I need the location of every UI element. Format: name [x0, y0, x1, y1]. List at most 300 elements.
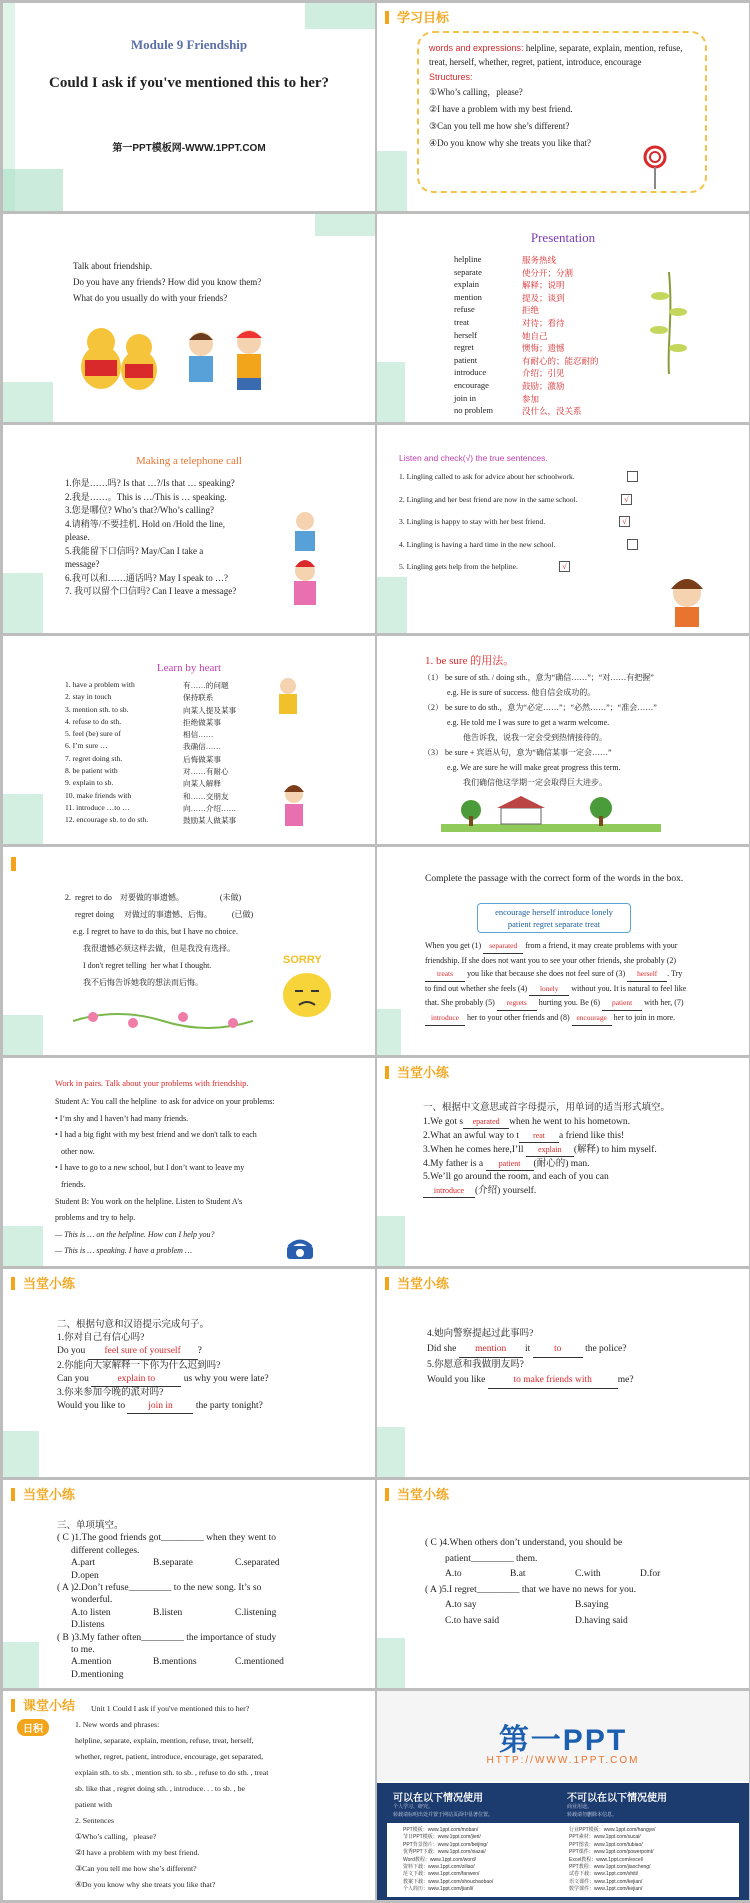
link-item[interactable]: PPT素材：www.1ppt.com/sucai/ — [569, 1834, 641, 1841]
phrase-en: 5. feel (be) sure of — [65, 729, 121, 739]
option[interactable]: A.to — [445, 1569, 462, 1580]
word-box-row: patient regret separate treat — [507, 919, 601, 929]
slide-tag: 当堂小练 — [11, 1277, 75, 1290]
word-box — [477, 903, 631, 933]
be-sure-line: e.g. He told me I was sure to get a warm welcome. — [447, 718, 610, 727]
option[interactable]: A.to listen — [71, 1607, 111, 1618]
vocab-meaning: 参加 — [522, 393, 540, 404]
answer-blank[interactable]: join in — [127, 1400, 193, 1414]
slide-practice-2[interactable] — [3, 1269, 375, 1477]
answer-blank[interactable]: eparated — [463, 1115, 509, 1129]
be-sure-line: （1） be sure of sth. / doing sth.，意为“确信……”；“对……有把握” — [423, 673, 654, 682]
vocab-row — [377, 254, 749, 267]
pair-work-line: • I‘m shy and I haven’t had many friends. — [55, 1113, 189, 1123]
cannot-use-title: 不可以在以下情况使用 — [567, 1793, 667, 1804]
answer-blank[interactable]: introduce — [425, 1011, 465, 1026]
option[interactable]: C.mentioned — [235, 1657, 284, 1668]
question-text: the police? — [585, 1344, 627, 1354]
summary-line: whether, regret, patient, introduce, encourage, get separated, — [75, 1752, 264, 1761]
answer-blank[interactable]: reat — [519, 1129, 559, 1143]
telephone-line: 3.您是哪位? Who’s that?/Who’s calling? — [65, 505, 214, 515]
vocab-row — [377, 330, 749, 343]
vocab-word: helpline — [454, 254, 482, 264]
phrase-en: 4. refuse to do sth. — [65, 716, 122, 726]
practice-intro: 三、单项填空。 — [57, 1521, 124, 1531]
dialogue-line-1: — This is … on the helpline. How can I help you? — [55, 1230, 215, 1239]
practice-intro: 一、根据中文意思或首字母提示，用单词的适当形式填空。 — [423, 1103, 671, 1113]
passage-fragment: her to your other friends and (8) — [465, 1012, 572, 1022]
answer-blank[interactable]: lonely — [529, 982, 569, 997]
brand-url: HTTP://WWW.1PPT.COM — [486, 1755, 640, 1766]
link-item[interactable]: Excel教程：www.1ppt.com/excel/ — [569, 1856, 644, 1863]
vocab-row — [377, 267, 749, 280]
vocab-word: regret — [454, 342, 474, 353]
word-box-row: encourage herself introduce lonely — [495, 907, 613, 917]
telephone-line: 7. 我可以留个口信吗? Can I leave a message? — [65, 586, 237, 596]
phrase-cn: 相信…… — [183, 730, 214, 740]
question-text: wonderful. — [71, 1595, 113, 1606]
question-text: Do you — [57, 1346, 86, 1357]
wae-text: helpline, separate, explain, mention, refuse, treat, herself, whether, regret, patient, introduce, encourage — [429, 43, 683, 67]
pair-work-line: • I have to go to a new school, but I don’t want to leave my — [55, 1163, 245, 1173]
vocab-row — [377, 342, 749, 355]
question-text: (耐心的) man. — [533, 1159, 590, 1169]
options-row — [425, 1598, 705, 1629]
links-right — [569, 1827, 655, 1894]
slide-learn-by-heart[interactable] — [3, 636, 375, 844]
question-text: ( C )1.The good friends got_________ when they went to — [57, 1533, 276, 1544]
slide-practice-3[interactable] — [377, 1269, 749, 1477]
slide-pair-work[interactable] — [3, 1058, 375, 1266]
girl-illustration — [279, 782, 309, 828]
vocab-meaning: 服务热线 — [522, 255, 557, 265]
usage-item: 转载请标明出处并置于网站页面中显著位置。 — [393, 1812, 494, 1818]
question-text: me? — [617, 1375, 634, 1385]
usage-item: 商业用途。 — [567, 1804, 593, 1810]
slide-complete-passage[interactable] — [377, 847, 749, 1055]
vocab-word: herself — [454, 329, 478, 340]
learn-title: Learn by heart — [156, 662, 222, 674]
slide-tag: 当堂小练 — [385, 1066, 449, 1079]
checkbox[interactable] — [627, 471, 638, 482]
telephone-line: message? — [65, 559, 100, 569]
phrase-cn: 有……的问题 — [183, 681, 229, 690]
answer-blank[interactable]: regrets — [497, 996, 537, 1011]
answer-blank[interactable]: patient — [486, 1157, 534, 1171]
phrase-cn: 保持联系 — [183, 693, 214, 703]
passage-fragment: without you. It is natural to feel like that. She probably (5) — [425, 983, 687, 1008]
phrase-row — [65, 754, 305, 766]
check-list — [399, 471, 739, 584]
summary-line: ②I have a problem with my best friend. — [75, 1848, 200, 1857]
question-text: Would you like — [427, 1375, 486, 1385]
question-text: a friend like this! — [559, 1131, 625, 1141]
links-left — [403, 1827, 493, 1894]
phrase-row — [65, 766, 305, 778]
question-text: ( A )2.Don’t refuse_________ to the new song. It’s so — [57, 1583, 262, 1594]
link-item[interactable]: PPT图表：www.1ppt.com/tubiao/ — [569, 1841, 643, 1848]
summary-line: explain sth. to sb. , mention sth. to sb. , refuse to do sth. , treat — [75, 1768, 269, 1777]
regret-line: I don't regret telling her what I thought. — [73, 961, 212, 970]
option[interactable]: B.listen — [153, 1607, 183, 1618]
slide-tag: 学习目标 — [385, 11, 449, 24]
phrase-en: 6. I’m sure … — [65, 741, 108, 751]
slide-presentation[interactable] — [377, 214, 749, 422]
question-text: 1.你对自己有信心吗? — [57, 1333, 145, 1344]
sorry-emoji-icon — [279, 951, 335, 1021]
slide-title[interactable] — [3, 3, 375, 211]
link-item[interactable]: 教案下载：www.1ppt.com/shouchaobao/ — [403, 1878, 494, 1885]
presentation-title: Presentation — [530, 230, 596, 245]
can-use-list — [393, 1803, 493, 1819]
question-text: 4.她向警察提起过此事吗? — [427, 1329, 534, 1339]
link-item[interactable]: 资料下载：www.1ppt.com/ziliao/ — [403, 1864, 475, 1871]
regret-line: 我很遗憾必须这样去做，但是我没有选择。 — [73, 944, 235, 953]
regret-line: regret doing 对做过的事遗憾、后悔。 (已做) — [65, 910, 254, 919]
slide-tag: 当堂小练 — [385, 1488, 449, 1501]
be-sure-line: （3） be sure + 宾语从句，意为“确信某事一定会……” — [423, 748, 612, 757]
link-item[interactable]: PPT模板：www.1ppt.com/moban/ — [403, 1827, 479, 1833]
option[interactable]: C.to have said — [445, 1615, 500, 1626]
link-item[interactable]: 试卷下载：www.1ppt.com/shiti/ — [569, 1871, 639, 1878]
plant-icon — [649, 266, 689, 376]
be-sure-title: 1. be sure 的用法。 — [425, 655, 515, 667]
bears-illustration — [73, 322, 163, 392]
telephone-line: 5.我能留下口信吗? May/Can I take a — [65, 545, 204, 556]
vocab-word: no problem — [454, 405, 493, 416]
listen-title: Listen and check(√) the true sentences. — [399, 453, 548, 463]
link-item[interactable]: PPT背景图片：www.1ppt.com/beijing/ — [403, 1841, 488, 1848]
checkbox[interactable]: √ — [559, 561, 570, 572]
vocab-row — [377, 393, 749, 406]
passage-fragment: hurting you. Be (6) — [536, 998, 603, 1008]
check-sentence: 1. Lingling called to ask for advice about her schoolwork. — [399, 472, 575, 481]
option[interactable]: C.separated — [235, 1558, 280, 1569]
telephone-line: 6.我可以和……通话吗? May I speak to …? — [65, 572, 228, 583]
pair-work-line: friends. — [55, 1179, 86, 1189]
vocab-word: patient — [454, 354, 478, 365]
check-sentence: 2. Lingling and her best friend are now in the same school. — [399, 494, 578, 504]
phrase-list — [65, 680, 305, 828]
phrase-cn: 鼓励某人做某事 — [183, 816, 237, 826]
vocab-row — [377, 367, 749, 380]
dialogue-line-2: — This is … speaking. I have a problem … — [55, 1246, 193, 1255]
slide-objectives[interactable] — [377, 3, 749, 211]
phrase-en: 8. be patient with — [65, 766, 118, 776]
vocab-word: treat — [454, 316, 470, 327]
telephone-line: 2.我是……。This is …/This is … speaking. — [65, 491, 227, 502]
answer-blank[interactable]: feel sure of yourself — [88, 1345, 198, 1359]
answer-blank[interactable]: herself — [627, 967, 667, 982]
option[interactable]: D.listens — [71, 1620, 105, 1631]
summary-line: 1. New words and phrases: — [75, 1720, 160, 1729]
answer-blank[interactable]: introduce — [423, 1184, 475, 1198]
question-text: when he went to his hometown. — [509, 1117, 630, 1127]
phrase-en: 1. have a problem with — [65, 680, 135, 689]
brand-logo: 第一PPT — [498, 1724, 628, 1757]
wae-label: words and expressions: — [429, 43, 524, 53]
option[interactable]: A.mention — [71, 1657, 112, 1668]
link-item[interactable]: 优秀PPT下载：www.1ppt.com/xiazai/ — [403, 1849, 486, 1856]
be-sure-line: 我们确信他这学期一定会取得巨大进步。 — [463, 778, 607, 787]
question-text: ( C )4.When others don’t understand, you should be — [425, 1538, 623, 1548]
question-text: 1.We got s — [423, 1117, 464, 1127]
kids-illustration — [179, 326, 279, 396]
phrase-row — [65, 729, 305, 741]
option[interactable]: D.open — [71, 1570, 99, 1581]
slide-listen-check[interactable] — [377, 425, 749, 633]
checkbox[interactable] — [627, 539, 638, 550]
vocab-meaning: 懊悔；遗憾 — [522, 343, 565, 354]
vocab-row — [377, 317, 749, 330]
phrase-en: 10. make friends with — [65, 790, 132, 800]
check-row — [399, 471, 739, 494]
practice-intro: 二、根据句意和汉语提示完成句子。 — [57, 1320, 210, 1330]
phrase-cn: 我确信…… — [183, 742, 221, 752]
question-text: ( A )5.I regret_________ that we have no news for you. — [425, 1584, 637, 1595]
question-text: to me. — [71, 1645, 95, 1656]
phrase-row — [65, 815, 305, 827]
link-item[interactable]: 数学课件：www.1ppt.com/kejian/ — [569, 1886, 643, 1893]
vocab-meaning: 对待；看待 — [522, 317, 565, 328]
link-item[interactable]: Word教程：www.1ppt.com/word/ — [403, 1856, 476, 1863]
phrase-en: 9. explain to sb. — [65, 778, 114, 788]
phrase-cn: 对……有耐心 — [183, 767, 229, 777]
options-row — [57, 1557, 317, 1582]
question-text: 3.你来参加今晚的派对吗? — [57, 1388, 164, 1399]
telephone-line: 1.你是……吗? Is that …?/Is that … speaking? — [65, 478, 235, 488]
phrase-row — [65, 741, 305, 753]
check-sentence: 3. Lingling is happy to stay with her best friend. — [399, 517, 546, 527]
be-sure-line: e.g. He is sure of success. 他自信会成功的。 — [447, 688, 596, 697]
options-row — [425, 1567, 705, 1583]
options-row — [57, 1607, 317, 1632]
vocab-meaning: 有耐心的；能忍耐的 — [522, 355, 599, 366]
option[interactable]: C.listening — [235, 1607, 277, 1618]
question-text: different colleges. — [71, 1545, 140, 1556]
check-row — [399, 494, 739, 517]
phrase-cn: 向某人提及某事 — [183, 705, 237, 715]
boy-illustration — [273, 676, 303, 716]
link-item[interactable]: 行业PPT模板：www.1ppt.com/hangye/ — [569, 1827, 656, 1833]
flower-border — [73, 1007, 253, 1033]
check-row — [399, 516, 739, 539]
question-text: Did she — [427, 1344, 457, 1354]
vocab-word: join in — [454, 392, 476, 403]
answer-blank[interactable]: explain to — [91, 1373, 181, 1387]
question-text: us why you were late? — [183, 1373, 269, 1384]
phrase-en: 12. encourage sb. to do sth. — [65, 815, 149, 825]
multiple-choice-1 — [57, 1520, 317, 1681]
warmup-line: What do you usually do with your friends? — [73, 293, 228, 303]
phrase-row — [65, 791, 305, 803]
link-item[interactable]: 个人简历：www.1ppt.com/jianli/ — [403, 1886, 474, 1893]
option[interactable]: D.for — [640, 1569, 661, 1580]
vocab-word: explain — [454, 279, 480, 290]
vocab-meaning: 解释；说明 — [522, 280, 565, 291]
question-text: ( B )3.My father often_________ the importance of study — [57, 1632, 277, 1643]
pair-work-title: Work in pairs. Talk about your problems with friendship. — [55, 1078, 249, 1088]
pair-work-line: Student B: You work on the helpline. Listen to Student A’s — [55, 1196, 243, 1206]
vocab-meaning: 鼓励；激励 — [522, 380, 565, 391]
checkbox[interactable]: √ — [621, 494, 632, 505]
module-label: Module 9 Friendship — [130, 37, 248, 52]
telephone-title: Making a telephone call — [136, 455, 242, 467]
pair-work-lines — [55, 1094, 325, 1227]
phrase-cn: 向某人解释 — [183, 779, 221, 789]
option[interactable]: B.at — [510, 1569, 526, 1580]
phrase-cn: 后悔做某事 — [183, 754, 221, 764]
passage-text — [425, 939, 689, 1026]
link-item[interactable]: PPT课件：www.1ppt.com/powerpoint/ — [569, 1849, 654, 1856]
practice-3-content — [427, 1327, 727, 1389]
phrase-row — [65, 705, 305, 717]
vocab-row — [377, 380, 749, 393]
regret-line: 2. regret to do 对要做的事遗憾。 (未做) — [65, 893, 242, 902]
sorry-text: SORRY — [283, 954, 322, 966]
question-text: Would you like to — [57, 1401, 126, 1412]
slide-warmup[interactable] — [3, 214, 375, 422]
link-item[interactable]: 节日PPT模板：www.1ppt.com/jieri/ — [403, 1834, 481, 1841]
telephone-line: 4.请稍等/不要挂机. Hold on /Hold the line, — [65, 518, 225, 529]
summary-line: patient with — [75, 1800, 113, 1809]
regret-lines — [65, 889, 305, 991]
structure-2: ②I have a problem with my best friend. — [429, 104, 573, 114]
answer-blank[interactable]: patient — [602, 996, 642, 1011]
passage-fragment: When you get (1) — [425, 941, 484, 950]
option[interactable]: A.to say — [445, 1600, 477, 1611]
passage-fragment: you like that because she does not feel sure of (3) — [465, 969, 628, 979]
question-text: 3.When he comes here,I’ll — [423, 1145, 526, 1155]
links-box — [387, 1823, 739, 1897]
vocab-word: refuse — [454, 304, 475, 315]
slide-summary[interactable] — [3, 1691, 375, 1900]
warmup-line: Do you have any friends? How did you know them? — [73, 277, 262, 287]
answer-blank[interactable]: explain — [526, 1143, 574, 1157]
multiple-choice-2 — [425, 1536, 705, 1630]
be-sure-line: （2） be sure to do sth.，意为“必定……”；“必然……”；“准会……” — [423, 703, 657, 712]
vocab-meaning: 拒绝 — [522, 305, 540, 316]
summary-line: 2. Sentences — [75, 1816, 114, 1825]
warmup-line: Talk about friendship. — [73, 261, 153, 271]
structure-3: ③Can you tell me how she’s different? — [429, 121, 570, 131]
slide-telephone[interactable] — [3, 425, 375, 633]
link-item[interactable]: PPT教程：www.1ppt.com/jiaocheng/ — [569, 1864, 651, 1871]
link-item[interactable]: 语文课件：www.1ppt.com/kejian/ — [569, 1878, 643, 1885]
phrase-en: 7. regret doing sth. — [65, 753, 123, 763]
girl-illustration — [663, 573, 711, 629]
question-text: Can you — [57, 1373, 89, 1384]
structure-4: ④Do you know why she treats you like that? — [429, 138, 592, 148]
options-row — [57, 1656, 317, 1681]
phrase-cn: 拒绝做某事 — [183, 717, 221, 727]
checkbox[interactable]: √ — [619, 516, 630, 527]
slide-practice-5[interactable] — [377, 1480, 749, 1688]
passage-fragment: . Try to find out whether she feels (4) — [425, 969, 683, 993]
vocab-meaning: 她自己 — [522, 330, 548, 341]
check-sentence: 5. Lingling gets help from the helpline. — [399, 562, 518, 572]
telephone-lines — [65, 477, 295, 599]
check-row — [399, 539, 739, 562]
option[interactable]: D.mentioning — [71, 1669, 124, 1680]
answer-blank[interactable]: encourage — [572, 1011, 612, 1026]
option[interactable]: B.saying — [575, 1600, 609, 1611]
phrase-cn: 和……交朋友 — [183, 791, 229, 801]
can-use-title: 可以在以下情况使用 — [393, 1793, 483, 1804]
option[interactable]: C.with — [575, 1569, 601, 1580]
vocab-word: introduce — [454, 367, 487, 378]
be-sure-line: 他告诉我，说我一定会受到热情接待的。 — [463, 733, 607, 742]
site-label: 第一PPT模板网-WWW.1PPT.COM — [112, 143, 266, 154]
pair-work-line: problems and try to help. — [55, 1213, 136, 1223]
question-text: 5.We’ll go around the room, and each of you can — [423, 1172, 609, 1182]
telephone-line: please. — [65, 532, 90, 542]
answer-blank[interactable]: treats — [425, 967, 465, 982]
passage-fragment: with her, (7) — [642, 998, 684, 1008]
cannot-use-list — [567, 1803, 617, 1819]
phrase-row — [65, 803, 305, 815]
regret-line: e.g. I regret to have to do this, but I have no choice. — [73, 927, 238, 936]
phrase-row — [65, 717, 305, 729]
question-text: it — [525, 1344, 531, 1354]
be-sure-line: e.g. We are sure he will make great progress this term. — [447, 763, 621, 772]
slide-practice-1[interactable] — [377, 1058, 749, 1266]
slide-credits[interactable] — [377, 1691, 749, 1900]
summary-line: ④Do you know why she treats you like that? — [75, 1880, 216, 1889]
slide-practice-4[interactable] — [3, 1480, 375, 1688]
summary-lines — [75, 1701, 365, 1893]
exercise-instruction: Complete the passage with the correct form of the words in the box. — [425, 874, 684, 884]
phrase-en: 3. mention sth. to sb. — [65, 704, 129, 714]
slide-tag: 当堂小练 — [11, 1488, 75, 1501]
pair-work-line: Student A: You call the helpline to ask for advice on your problems: — [55, 1097, 275, 1106]
check-sentence: 4. Lingling is having a hard time in the new school. — [399, 539, 556, 549]
option[interactable]: B.mentions — [153, 1657, 197, 1668]
answer-blank[interactable]: to make friends with — [488, 1373, 618, 1389]
answer-blank[interactable]: mention — [459, 1342, 523, 1358]
slide-be-sure[interactable] — [377, 636, 749, 844]
question-text: (解释) to him myself. — [573, 1145, 657, 1155]
vocab-meaning: 介绍；引见 — [522, 368, 565, 379]
question-text: ? — [197, 1346, 202, 1357]
answer-blank[interactable]: to — [533, 1342, 583, 1358]
option[interactable]: A.part — [71, 1558, 96, 1569]
summary-line: helpline, separate, explain, mention, refuse, treat, herself, — [75, 1736, 254, 1745]
summary-badge: 日积 — [17, 1719, 49, 1736]
option[interactable]: D.having said — [575, 1615, 628, 1626]
regret-line: 我不后悔告诉她我的想法而后悔。 — [73, 978, 203, 987]
option[interactable]: B.separate — [153, 1558, 193, 1569]
slide-marker — [11, 857, 16, 871]
structure-1: ①Who’s calling，please? — [429, 87, 523, 97]
kids-illustration — [289, 509, 321, 619]
vocab-row — [377, 304, 749, 317]
question-text: the party tonight? — [195, 1401, 263, 1412]
question-text: (介绍) yourself. — [475, 1186, 537, 1196]
vocab-word: separate — [454, 266, 482, 277]
vocab-row — [377, 292, 749, 305]
slide-regret[interactable] — [3, 847, 375, 1055]
summary-line: Unit 1 Could I ask if you've mentioned this to her? — [91, 1704, 250, 1713]
lesson-title: Could I ask if you've mentioned this to her? — [48, 75, 330, 91]
telephone-icon — [285, 1238, 315, 1260]
phrase-row — [65, 778, 305, 790]
structures-label: Structures: — [429, 72, 473, 82]
link-item[interactable]: 范文下载：www.1ppt.com/fanwen/ — [403, 1871, 480, 1878]
answer-blank[interactable]: separated — [483, 939, 523, 954]
pair-work-line: other now. — [55, 1146, 95, 1156]
usage-item: 个人学习、研究。 — [393, 1804, 434, 1810]
